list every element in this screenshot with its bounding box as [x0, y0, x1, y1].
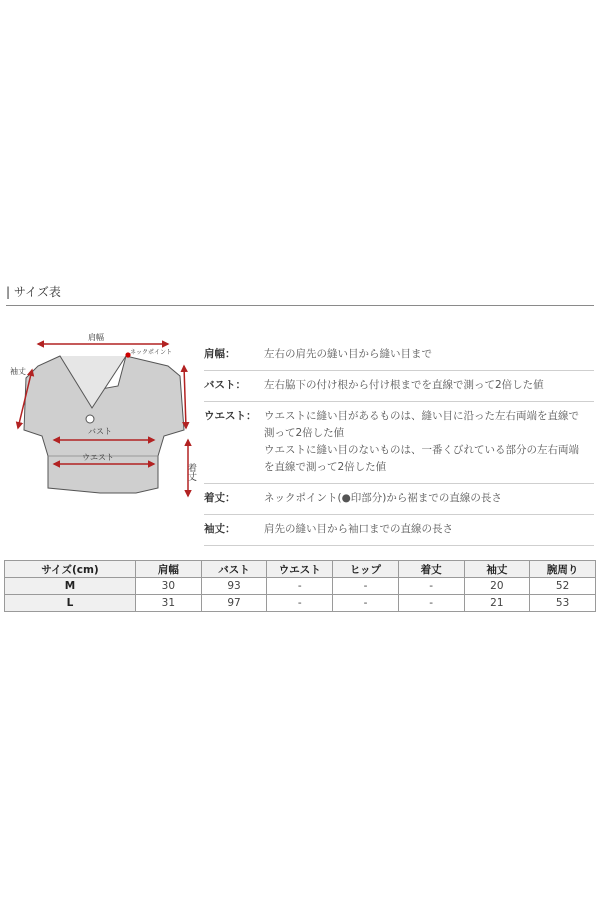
table-header-row	[5, 561, 596, 578]
table-cell: 21	[464, 595, 530, 612]
row-size-label: L	[5, 595, 136, 612]
col-arm: 腕周り	[530, 561, 596, 578]
definition-row	[204, 340, 594, 371]
measurement-definitions	[204, 340, 594, 546]
col-shoulder: 肩幅	[136, 561, 202, 578]
definition-description	[264, 515, 594, 545]
definition-line: ネックポイント(●印部分)から裾までの直線の長さ	[264, 492, 502, 504]
row-size-label: M	[5, 578, 136, 595]
table-cell: -	[333, 595, 399, 612]
definition-term: 着丈：	[204, 492, 236, 504]
garment-svg	[8, 328, 208, 503]
waist-label: ウエスト	[82, 453, 114, 462]
table-cell: 53	[530, 595, 596, 612]
definition-line: 測って2倍した値	[264, 427, 345, 439]
table-cell: 97	[201, 595, 267, 612]
definition-line: 肩先の縫い目から袖口までの直線の長さ	[264, 523, 453, 535]
table-cell: -	[333, 578, 399, 595]
bust-label: バスト	[88, 427, 112, 436]
table-cell: 30	[136, 578, 202, 595]
col-hip: ヒップ	[333, 561, 399, 578]
definition-description	[264, 340, 594, 370]
definition-term: ウエスト：	[204, 410, 257, 422]
col-waist: ウエスト	[267, 561, 333, 578]
garment-diagram	[8, 328, 208, 503]
table-row	[5, 578, 596, 595]
section-title: | サイズ表	[6, 285, 61, 299]
neckpoint-label: ネックポイント	[130, 349, 173, 356]
definition-line: 左右脇下の付け根から付け根までを直線で測って2倍した値	[264, 379, 544, 391]
col-sleeve: 袖丈	[464, 561, 530, 578]
definition-term: 肩幅：	[204, 348, 236, 360]
col-bust: バスト	[201, 561, 267, 578]
table-cell: -	[267, 578, 333, 595]
table-cell: -	[398, 595, 464, 612]
right-sleeve-arrow	[184, 366, 186, 428]
definition-row	[204, 371, 594, 402]
shoulder-label: 肩幅	[88, 333, 104, 342]
table-cell: -	[398, 578, 464, 595]
size-table	[4, 560, 596, 612]
table-cell: -	[267, 595, 333, 612]
definition-description	[264, 371, 594, 401]
definition-term: 袖丈：	[204, 523, 236, 535]
length-label: 着丈	[186, 463, 196, 481]
table-row	[5, 595, 596, 612]
table-cell: 31	[136, 595, 202, 612]
title-divider	[6, 305, 594, 306]
table-cell: 93	[201, 578, 267, 595]
definition-term: バスト：	[204, 379, 246, 391]
definition-description	[264, 402, 594, 483]
definition-row	[204, 402, 594, 484]
table-cell: 20	[464, 578, 530, 595]
table-cell: 52	[530, 578, 596, 595]
definition-line: ウエストに縫い目のないものは、一番くびれている部分の左右両端	[264, 444, 579, 456]
col-size: サイズ(cm)	[5, 561, 136, 578]
definition-line: ウエストに縫い目があるものは、縫い目に沿った左右両端を直線で	[264, 410, 579, 422]
definition-line: を直線で測って2倍した値	[264, 461, 387, 473]
definition-row	[204, 484, 594, 515]
definition-description	[264, 484, 594, 514]
sleeve-label: 袖丈	[10, 367, 26, 376]
definition-line: 左右の肩先の縫い目から縫い目まで	[264, 348, 432, 360]
definition-row	[204, 515, 594, 546]
col-length: 着丈	[398, 561, 464, 578]
button-icon	[86, 415, 94, 423]
